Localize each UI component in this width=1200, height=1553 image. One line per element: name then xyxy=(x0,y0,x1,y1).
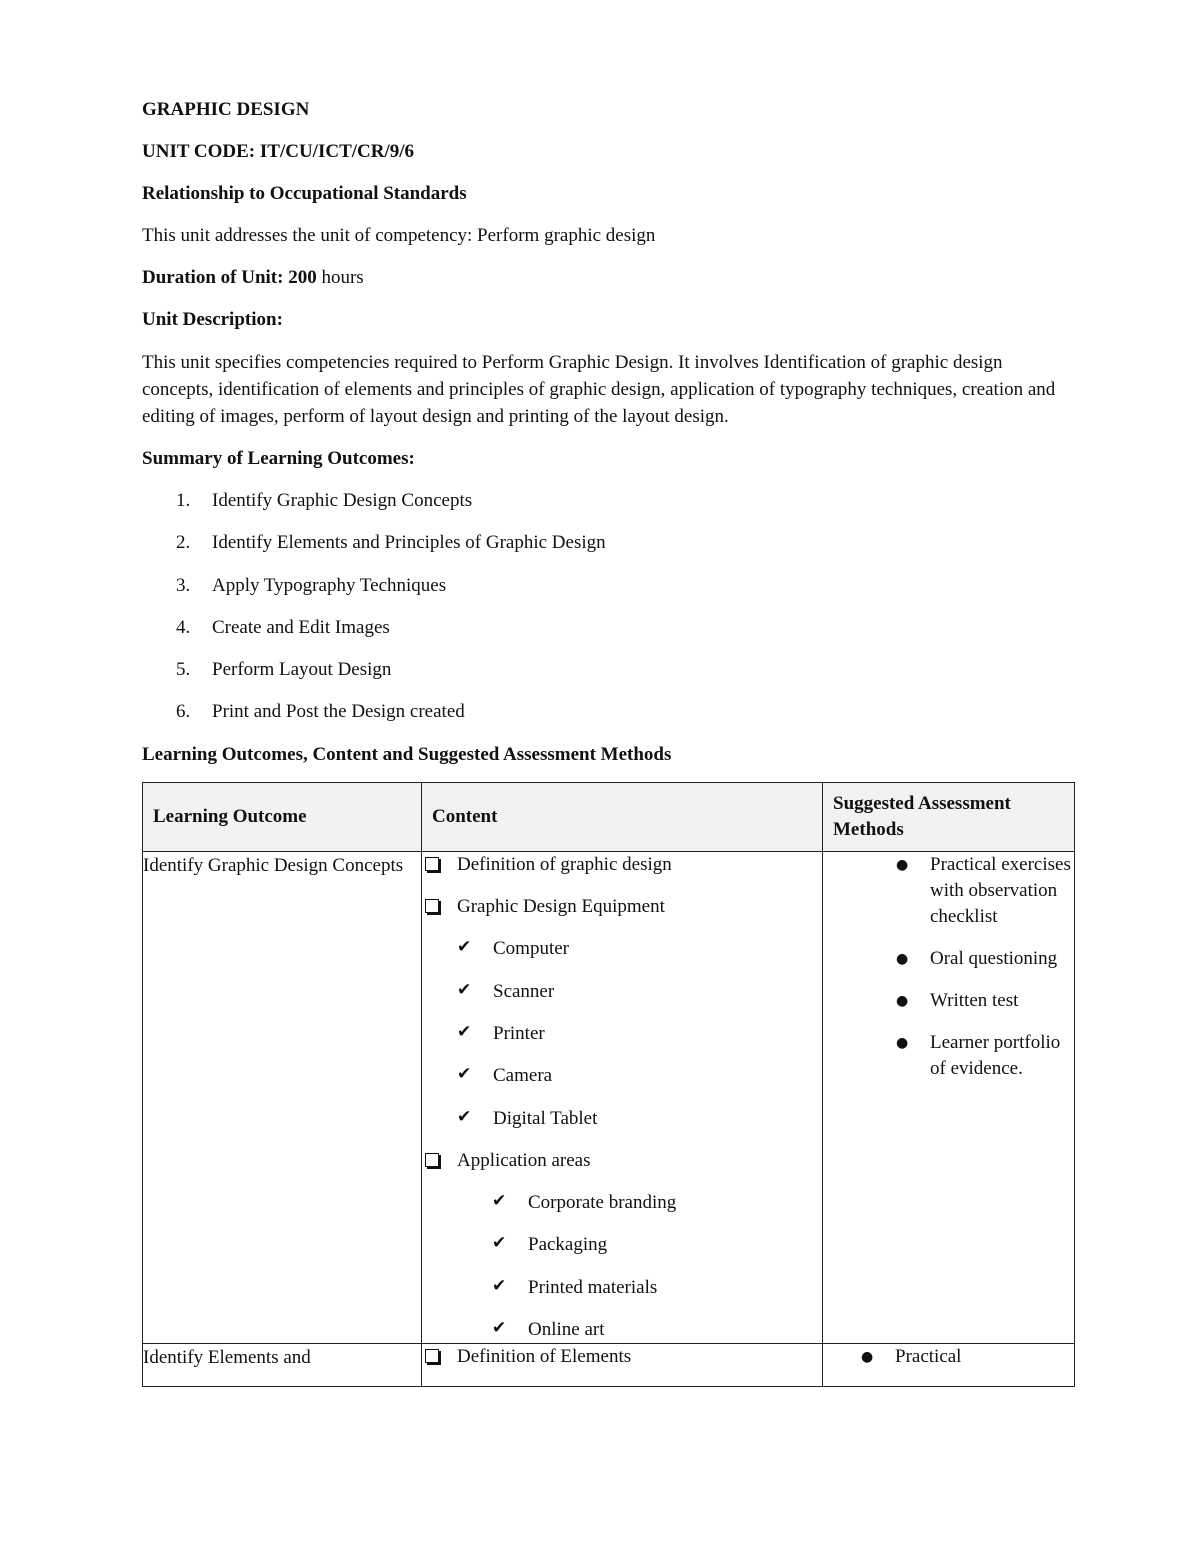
assessment-text: Written test xyxy=(930,989,1019,1011)
content-item xyxy=(422,1021,822,1047)
assessment-text: Learner portfolio of evidence. xyxy=(930,1031,1061,1079)
document-title: GRAPHIC DESIGN xyxy=(142,99,310,120)
checkmark-icon: ✔ xyxy=(457,979,472,1000)
content-item xyxy=(422,936,822,962)
outcome-cell: Identify Graphic Design Concepts xyxy=(143,851,422,1343)
table-heading: Learning Outcomes, Content and Suggested Assessment Methods xyxy=(142,743,672,765)
duration-unit: hours xyxy=(321,267,364,288)
list-text: Identify Graphic Design Concepts xyxy=(212,490,473,511)
content-item-text: Computer xyxy=(493,938,569,960)
assessment-item xyxy=(823,946,1074,972)
unit-code: UNIT CODE: IT/CU/ICT/CR/9/6 xyxy=(142,141,415,162)
content-item-text: Application areas xyxy=(457,1149,591,1171)
outcomes-list xyxy=(142,488,1074,725)
bullet-icon: ● xyxy=(896,1034,909,1051)
content-cell xyxy=(422,851,823,1343)
checkmark-icon: ✔ xyxy=(457,1021,472,1042)
content-item xyxy=(422,894,822,920)
content-item xyxy=(422,1275,822,1301)
content-item-text: Packaging xyxy=(528,1234,608,1256)
list-item xyxy=(142,615,1074,641)
checkmark-icon: ✔ xyxy=(457,937,472,958)
header-content: Content xyxy=(422,782,823,851)
list-number: 3. xyxy=(176,574,191,596)
assessment-item xyxy=(823,988,1074,1014)
checkmark-icon: ✔ xyxy=(492,1191,507,1212)
content-item-text: Scanner xyxy=(493,980,555,1002)
checkmark-icon: ✔ xyxy=(492,1275,507,1296)
bullet-icon: ● xyxy=(896,950,909,967)
list-number: 5. xyxy=(176,659,191,681)
bullet-icon: ● xyxy=(861,1349,874,1366)
assessment-text: Practical exercises with observation checklist xyxy=(930,853,1071,927)
checkbox-icon xyxy=(425,899,439,913)
list-number: 2. xyxy=(176,532,191,554)
content-item-text: Digital Tablet xyxy=(493,1107,598,1129)
content-item xyxy=(422,852,822,878)
outcome-cell: Identify Elements and xyxy=(143,1344,422,1387)
content-item xyxy=(422,1232,822,1258)
content-item xyxy=(422,979,822,1005)
list-item xyxy=(142,488,1074,514)
list-number: 6. xyxy=(176,701,191,723)
assessment-cell xyxy=(823,1344,1075,1387)
list-item xyxy=(142,530,1074,556)
bullet-icon: ● xyxy=(896,992,909,1009)
list-text: Print and Post the Design created xyxy=(212,701,465,723)
assessment-item xyxy=(823,1030,1074,1082)
list-number: 1. xyxy=(176,490,191,511)
assessment-item xyxy=(823,852,1074,930)
list-text: Identify Elements and Principles of Graphic Design xyxy=(212,532,606,554)
table-header-row xyxy=(143,782,1075,851)
description-heading: Unit Description: xyxy=(142,309,283,330)
checkbox-icon xyxy=(425,1349,439,1363)
header-learning-outcome: Learning Outcome xyxy=(143,782,422,851)
description-text: This unit specifies competencies required to Perform Graphic Design. It involves Identification of graphic design concepts, identification of elements and principles of graphic design, application of typography techniques, creation and editing of images, perform of layout design and printing of the layout design. xyxy=(142,352,1056,427)
content-item-text: Definition of Elements xyxy=(457,1346,632,1368)
list-number: 4. xyxy=(176,616,191,638)
content-item-text: Printer xyxy=(493,1022,545,1044)
list-text: Perform Layout Design xyxy=(212,659,392,681)
relationship-text: This unit addresses the unit of competency: Perform graphic design xyxy=(142,225,656,246)
checkmark-icon: ✔ xyxy=(457,1106,472,1127)
list-text: Create and Edit Images xyxy=(212,616,390,638)
list-item xyxy=(142,573,1074,599)
content-item-text: Camera xyxy=(493,1065,553,1087)
assessment-cell xyxy=(823,851,1075,1343)
duration-value: 200 xyxy=(288,267,317,288)
assessment-item xyxy=(823,1344,1074,1370)
content-item xyxy=(422,1063,822,1089)
list-item xyxy=(142,657,1074,683)
checkbox-icon xyxy=(425,1153,439,1167)
content-item-text: Graphic Design Equipment xyxy=(457,896,665,918)
table-row xyxy=(143,851,1075,1343)
document-page xyxy=(142,97,1074,1387)
duration xyxy=(142,265,1074,291)
table-row xyxy=(143,1344,1075,1387)
duration-label: Duration of Unit: xyxy=(142,267,284,288)
content-item-text: Online art xyxy=(528,1319,605,1341)
checkmark-icon: ✔ xyxy=(492,1318,507,1339)
content-item-text: Definition of graphic design xyxy=(457,853,672,875)
checkmark-icon: ✔ xyxy=(492,1233,507,1254)
content-item xyxy=(422,1317,822,1343)
summary-heading: Summary of Learning Outcomes: xyxy=(142,448,415,469)
content-item-text: Printed materials xyxy=(528,1276,658,1298)
content-item-text: Corporate branding xyxy=(528,1192,677,1214)
content-item xyxy=(422,1148,822,1174)
assessment-text: Oral questioning xyxy=(930,947,1058,969)
checkbox-icon xyxy=(425,857,439,871)
relationship-heading: Relationship to Occupational Standards xyxy=(142,183,467,204)
checkmark-icon: ✔ xyxy=(457,1064,472,1085)
list-text: Apply Typography Techniques xyxy=(212,574,447,596)
assessment-text: Practical xyxy=(895,1346,962,1368)
bullet-icon: ● xyxy=(896,856,909,873)
content-item xyxy=(422,1106,822,1132)
content-item xyxy=(422,1344,822,1370)
content-item xyxy=(422,1190,822,1216)
list-item xyxy=(142,699,1074,725)
content-cell xyxy=(422,1344,823,1387)
learning-outcomes-table xyxy=(142,782,1075,1387)
header-assessment: Suggested Assessment Methods xyxy=(823,782,1075,851)
